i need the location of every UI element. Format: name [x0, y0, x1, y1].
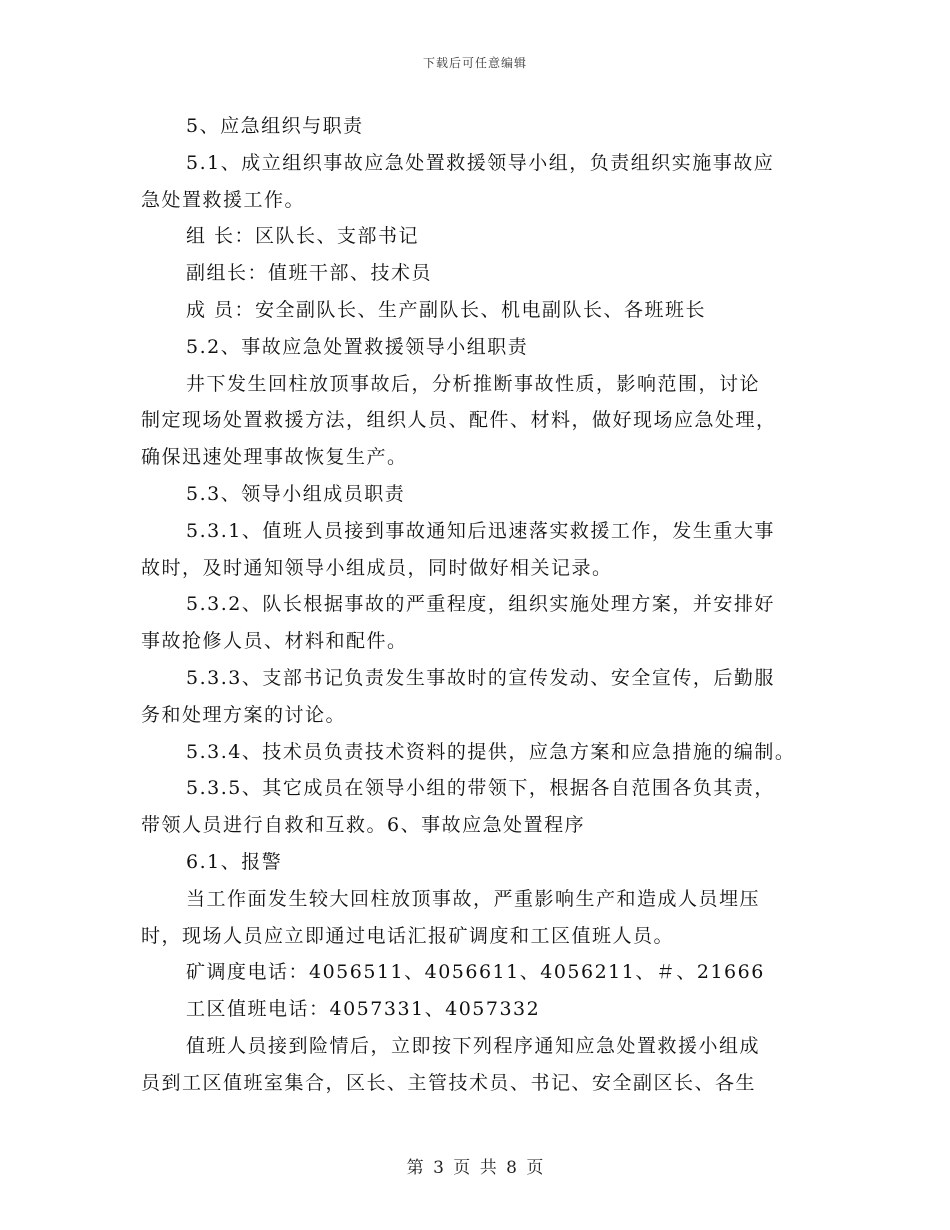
- page-header: 下载后可任意编辑: [422, 56, 527, 70]
- text-line: 员到工区值班室集合，区长、主管技术员、书记、安全副区长、各生: [141, 1071, 757, 1094]
- text-line: 制定现场处置救援方法，组织人员、配件、材料，做好现场应急处理，: [141, 409, 777, 432]
- text-line: 5.3.5、其它成员在领导小组的带领下，根据各自范围各负其责，: [186, 777, 775, 800]
- text-line: 故时，及时通知领导小组成员，同时做好相关记录。: [141, 556, 613, 579]
- text-line: 时，现场人员应立即通过电话汇报矿调度和工区值班人员。: [141, 924, 675, 947]
- text-line: 组 长：区队长、支部书记: [186, 225, 420, 248]
- text-line: 带领人员进行自救和互救。6、事故应急处置程序: [141, 814, 586, 837]
- page-number: 第 3 页 共 8 页: [406, 1158, 544, 1178]
- text-line: 急处置救援工作。: [141, 188, 306, 211]
- text-line: 务和处理方案的讨论。: [141, 703, 347, 726]
- text-line: 副组长：值班干部、技术员: [186, 262, 433, 285]
- text-line: 5.3.3、支部书记负责发生事故时的宣传发动、安全宣传，后勤服: [186, 666, 775, 689]
- text-line: 5.1、成立组织事故应急处置救援领导小组，负责组织实施事故应: [186, 151, 775, 174]
- text-line: 值班人员接到险情后，立即按下列程序通知应急处置救援小组成: [186, 1034, 761, 1057]
- text-line: 确保迅速处理事故恢复生产。: [141, 446, 408, 469]
- text-line: 5、应急组织与职责: [186, 115, 364, 137]
- document-body: [141, 108, 813, 1102]
- text-line: 6.1、报警: [186, 850, 283, 873]
- text-line: 成 员：安全副队长、生产副队长、机电副队长、各班班长: [186, 298, 707, 321]
- text-line: 5.2、事故应急处置救援领导小组职责: [186, 335, 529, 358]
- text-line: 事故抢修人员、材料和配件。: [141, 630, 408, 653]
- text-line: 矿调度电话：4056511、4056611、4056211、＃、21666: [186, 961, 765, 984]
- text-line: 5.3.1、值班人员接到事故通知后迅速落实救援工作，发生重大事: [186, 519, 775, 542]
- text-line: 5.3.2、队长根据事故的严重程度，组织实施处理方案，并安排好: [186, 593, 775, 616]
- text-line: 5.3.4、技术员负责技术资料的提供，应急方案和应急措施的编制。: [186, 740, 796, 763]
- text-line: 井下发生回柱放顶事故后，分析推断事故性质，影响范围，讨论: [186, 372, 761, 395]
- text-line: 5.3、领导小组成员职责: [186, 482, 406, 505]
- text-line: 工区值班电话：4057331、4057332: [186, 998, 541, 1021]
- text-line: 当工作面发生较大回柱放顶事故，严重影响生产和造成人员埋压: [186, 887, 761, 910]
